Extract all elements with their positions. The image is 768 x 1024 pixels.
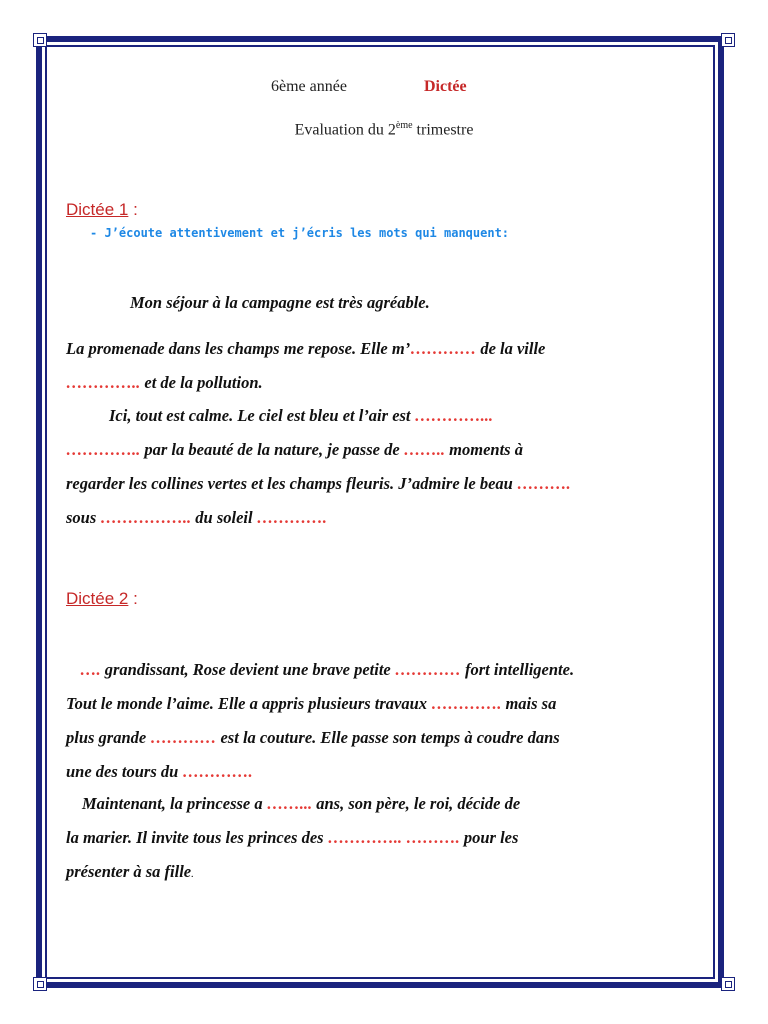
dictee1-line-1 — [130, 293, 430, 313]
blank: ………….. ………. — [327, 828, 460, 847]
dictee1-line-4 — [109, 406, 493, 426]
text: . — [191, 868, 194, 880]
blank: ………… — [394, 660, 461, 679]
class-level: 6ème année — [271, 78, 347, 95]
text: est la couture. Elle passe son temps à coudre dans — [216, 728, 560, 747]
text: La promenade dans les champs me repose. Elle m’ — [66, 339, 411, 358]
dictee2-line-3 — [66, 728, 560, 748]
dictee1-line-7 — [66, 508, 327, 528]
text: moments à — [445, 440, 523, 459]
document-title: Dictée — [424, 78, 467, 95]
dictee2-heading — [66, 589, 138, 609]
dictee1-line-3 — [66, 373, 263, 393]
blank: ………… — [410, 339, 477, 358]
text: plus grande — [66, 728, 151, 747]
blank: …………. — [182, 762, 253, 781]
text: mais sa — [501, 694, 557, 713]
text: pour les — [459, 828, 519, 847]
blank: ………. — [516, 474, 571, 493]
text: une des tours du — [66, 762, 183, 781]
corner-ornament-bottom-right — [721, 977, 735, 991]
text: fort intelligente. — [460, 660, 575, 679]
text: Mon séjour à la campagne est très agréable. — [130, 293, 430, 312]
text: sous — [66, 508, 101, 527]
subtitle-text: Evaluation du 2 — [294, 121, 396, 139]
text: par la beauté de la nature, je passe de — [140, 440, 404, 459]
text: Maintenant, la princesse a — [82, 794, 267, 813]
dictee1-line-6 — [66, 474, 571, 494]
corner-ornament-top-left — [33, 33, 47, 47]
text: regarder les collines vertes et les champs fleuris. J’admire le beau — [66, 474, 517, 493]
corner-ornament-bottom-left — [33, 977, 47, 991]
text: grandissant, Rose devient une brave petite — [100, 660, 395, 679]
text: de la ville — [476, 339, 546, 358]
dictee2-line-6 — [66, 828, 518, 848]
blank: …………. — [431, 694, 502, 713]
dictee2-line-7 — [66, 862, 194, 882]
instruction-text: - J’écoute attentivement et j’écris les mots qui manquent: — [90, 226, 510, 240]
blank: ……... — [266, 794, 313, 813]
subtitle-superscript: ème — [395, 120, 413, 131]
text: présenter à sa fille — [66, 862, 192, 881]
blank: …………. — [256, 508, 327, 527]
text: et de la pollution. — [140, 373, 263, 392]
text: la marier. Il invite tous les princes des — [66, 828, 328, 847]
blank: …………….. — [100, 508, 192, 527]
dictee1-line-5 — [66, 440, 523, 460]
dictee2-line-4 — [66, 762, 253, 782]
document-subtitle — [0, 120, 768, 139]
dictee1-line-2 — [66, 339, 545, 359]
text: ans, son père, le roi, décide de — [312, 794, 521, 813]
dictee1-label: Dictée 1 — [66, 200, 129, 219]
blank: …. — [80, 660, 101, 679]
blank: …….. — [403, 440, 446, 459]
text: du soleil — [191, 508, 257, 527]
dictee2-line-1 — [80, 660, 574, 680]
dictee2-label: Dictée 2 — [66, 589, 129, 608]
dictee1-heading — [66, 200, 138, 220]
blank: ………….. — [66, 373, 141, 392]
text: Tout le monde l’aime. Elle a appris plusieurs travaux — [66, 694, 432, 713]
text: Ici, tout est calme. Le ciel est bleu et l’air est — [109, 406, 415, 425]
subtitle-text-end: trimestre — [412, 121, 474, 139]
blank: …………... — [414, 406, 494, 425]
dictee1-colon: : — [128, 200, 138, 219]
blank: ………….. — [66, 440, 141, 459]
dictee2-line-5 — [82, 794, 520, 814]
corner-ornament-top-right — [721, 33, 735, 47]
dictee2-line-2 — [66, 694, 556, 714]
blank: ………… — [150, 728, 217, 747]
dictee2-colon: : — [128, 589, 138, 608]
